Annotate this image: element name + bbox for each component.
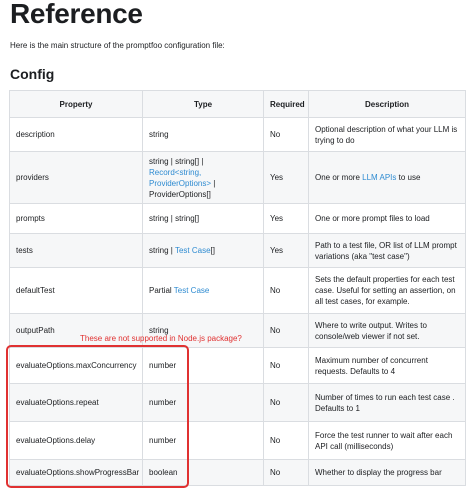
description-cell (309, 152, 466, 204)
table-row (10, 268, 466, 314)
cell-text: string | (149, 246, 175, 255)
property-cell: description (10, 118, 143, 152)
cell-text: number (149, 361, 177, 370)
property-cell: evaluateOptions.repeat (10, 384, 143, 422)
cell-text: string (149, 326, 169, 335)
description-cell: Sets the default properties for each test case. Useful for setting an assertion, on all test cases, for example. (309, 268, 466, 314)
type-cell (143, 204, 264, 234)
header-type: Type (143, 91, 264, 118)
config-table (9, 90, 466, 486)
table-row (10, 234, 466, 268)
property-cell: evaluateOptions.delay (10, 422, 143, 460)
table-row (10, 118, 466, 152)
required-cell: No (264, 348, 309, 384)
required-cell: Yes (264, 152, 309, 204)
table-row (10, 348, 466, 384)
table-row (10, 384, 466, 422)
required-cell: Yes (264, 204, 309, 234)
type-cell (143, 422, 264, 460)
cell-text: One or more (315, 173, 363, 182)
description-cell: One or more prompt files to load (309, 204, 466, 234)
type-cell (143, 268, 264, 314)
cell-text: number (149, 436, 177, 445)
intro-paragraph: Here is the main structure of the promptfoo configuration file: (10, 41, 225, 50)
table-row (10, 460, 466, 486)
table-row (10, 422, 466, 460)
property-cell: outputPath (10, 314, 143, 348)
required-cell: No (264, 422, 309, 460)
table-body (10, 118, 466, 486)
annotation-note: These are not supported in Node.js package? (80, 334, 242, 343)
required-cell: No (264, 460, 309, 486)
description-cell: Force the test runner to wait after each API call (milliseconds) (309, 422, 466, 460)
cell-text: Partial (149, 286, 174, 295)
config-heading: Config (10, 66, 55, 82)
cell-text: string (149, 130, 169, 139)
description-cell: Number of times to run each test case . Defaults to 1 (309, 384, 466, 422)
cell-text: boolean (149, 468, 178, 477)
table-header-row (10, 91, 466, 118)
header-property: Property (10, 91, 143, 118)
property-cell: defaultTest (10, 268, 143, 314)
header-description: Description (309, 91, 466, 118)
doc-link[interactable]: Record<string, ProviderOptions> (149, 167, 212, 188)
description-cell: Whether to display the progress bar (309, 460, 466, 486)
type-cell (143, 460, 264, 486)
cell-text: to use (396, 173, 421, 182)
description-cell: Maximum number of concurrent requests. Defaults to 4 (309, 348, 466, 384)
doc-link[interactable]: LLM APIs (362, 173, 397, 182)
page-title: Reference (10, 0, 143, 29)
required-cell: No (264, 384, 309, 422)
header-required: Required (264, 91, 309, 118)
required-cell: Yes (264, 234, 309, 268)
doc-link[interactable]: Test Case (174, 246, 211, 255)
type-cell (143, 384, 264, 422)
required-cell: No (264, 118, 309, 152)
cell-text: [] (210, 246, 215, 255)
property-cell: evaluateOptions.maxConcurrency (10, 348, 143, 384)
description-cell: Path to a test file, OR list of LLM prompt variations (aka "test case") (309, 234, 466, 268)
property-cell: evaluateOptions.showProgressBar (10, 460, 143, 486)
required-cell: No (264, 268, 309, 314)
description-cell: Where to write output. Writes to console/web viewer if not set. (309, 314, 466, 348)
property-cell: providers (10, 152, 143, 204)
description-cell: Optional description of what your LLM is trying to do (309, 118, 466, 152)
doc-link[interactable]: Test Case (173, 286, 210, 295)
cell-text: number (149, 398, 177, 407)
cell-text: string | string[] | (149, 156, 204, 166)
type-cell (143, 348, 264, 384)
type-cell (143, 152, 264, 204)
cell-text: | ProviderOptions[] (149, 178, 216, 199)
type-cell (143, 118, 264, 152)
property-cell: prompts (10, 204, 143, 234)
table-row (10, 204, 466, 234)
required-cell: No (264, 314, 309, 348)
property-cell: tests (10, 234, 143, 268)
cell-text: string | string[] (149, 214, 200, 223)
table-row (10, 152, 466, 204)
type-cell (143, 234, 264, 268)
